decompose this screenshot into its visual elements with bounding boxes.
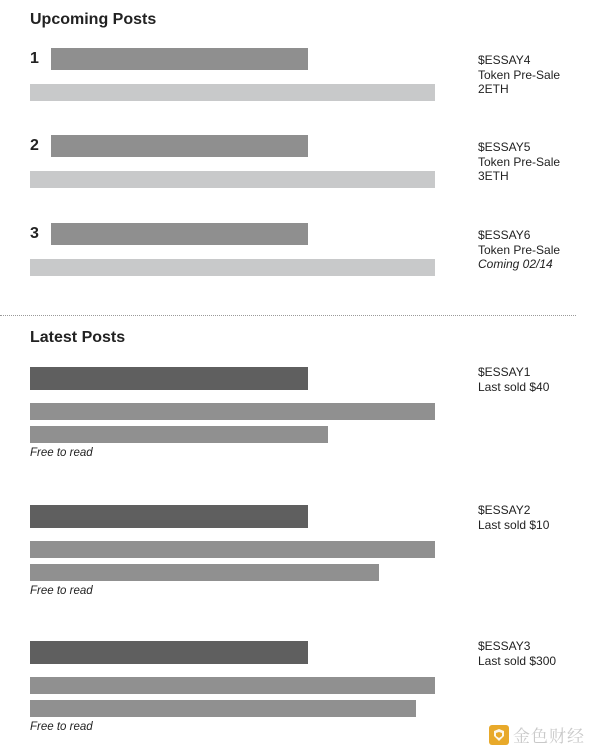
post-ticker: $ESSAY5 (478, 140, 531, 154)
post-title-placeholder (30, 505, 308, 528)
post-price: 3ETH (478, 169, 509, 183)
post-last-sold: Last sold $10 (478, 517, 550, 532)
post-ticker: $ESSAY6 (478, 228, 531, 242)
post-access-label: Free to read (30, 721, 93, 733)
post-last-sold: Last sold $40 (478, 379, 550, 394)
post-title-placeholder (30, 641, 308, 664)
post-meta (478, 140, 560, 184)
post-meta (478, 365, 549, 394)
post-description-placeholder (30, 541, 435, 558)
section-divider (0, 315, 576, 316)
post-access-label: Free to read (30, 447, 93, 459)
latest-posts-heading: Latest Posts (30, 329, 126, 346)
post-ticker: $ESSAY2 (478, 503, 531, 517)
post-description-placeholder (30, 564, 379, 581)
watermark-text: 金色财经 (513, 727, 585, 747)
post-sale-type: Token Pre-Sale (478, 154, 561, 169)
upcoming-post-number: 1 (30, 50, 39, 67)
upcoming-post-number: 3 (30, 225, 39, 242)
post-title-placeholder (51, 223, 308, 245)
post-description-placeholder (30, 259, 435, 276)
post-meta (478, 53, 560, 97)
post-title-placeholder (51, 135, 308, 157)
post-access-label: Free to read (30, 585, 93, 597)
watermark-logo-icon (489, 725, 509, 745)
post-meta (478, 503, 549, 532)
post-description-placeholder (30, 84, 435, 101)
post-price: 2ETH (478, 82, 509, 96)
post-release-date: Coming 02/14 (478, 257, 553, 271)
post-meta (478, 228, 560, 272)
post-description-placeholder (30, 171, 435, 188)
post-title-placeholder (30, 367, 308, 390)
upcoming-post-number: 2 (30, 137, 39, 154)
post-description-placeholder (30, 426, 328, 443)
post-sale-type: Token Pre-Sale (478, 242, 561, 257)
upcoming-posts-heading: Upcoming Posts (30, 11, 157, 28)
post-title-placeholder (51, 48, 308, 70)
post-sale-type: Token Pre-Sale (478, 67, 561, 82)
post-ticker: $ESSAY4 (478, 53, 531, 67)
post-description-placeholder (30, 700, 416, 717)
post-description-placeholder (30, 677, 435, 694)
post-last-sold: Last sold $300 (478, 653, 557, 668)
post-description-placeholder (30, 403, 435, 420)
post-meta (478, 639, 556, 668)
post-ticker: $ESSAY3 (478, 639, 531, 653)
post-ticker: $ESSAY1 (478, 365, 531, 379)
watermark (489, 722, 585, 747)
